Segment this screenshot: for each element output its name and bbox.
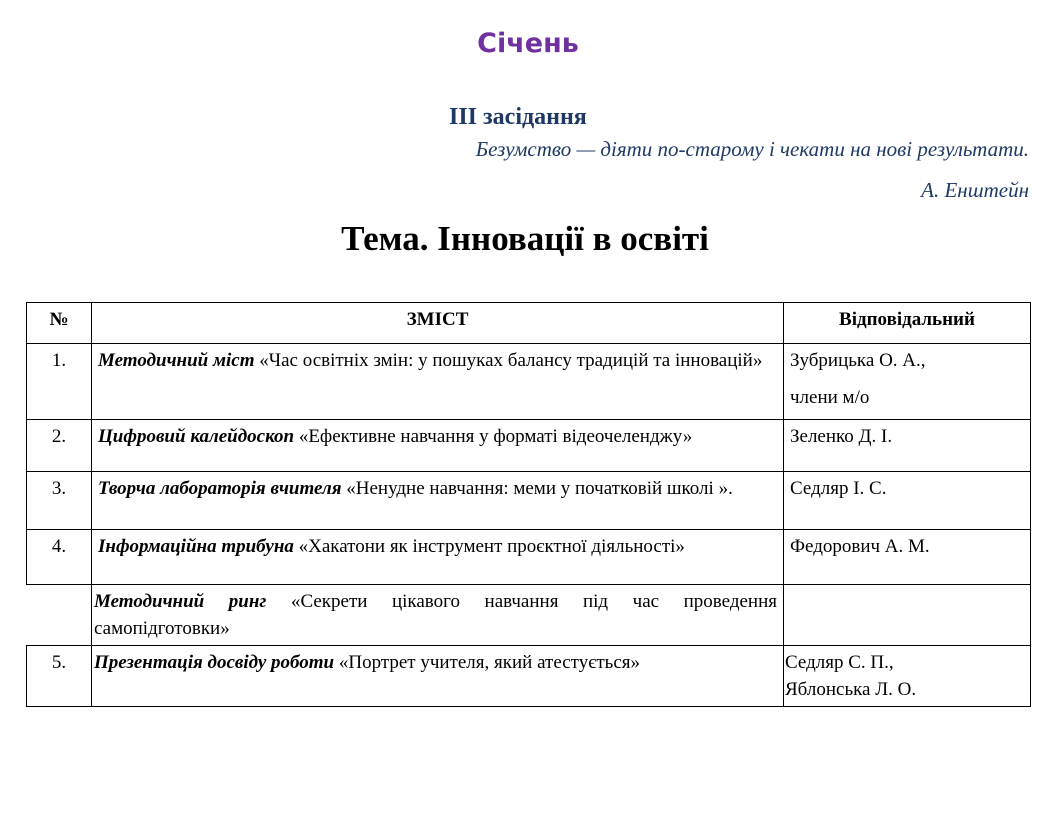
table-row [27, 646, 1031, 707]
table-row [27, 420, 1031, 472]
responsible-person: члени м/о [790, 387, 870, 408]
activity-title: «Час освітніх змін: у пошуках балансу традицій та інновацій» [254, 350, 763, 371]
epigraph-quote: Безумство — діяти по-старому і чекати на нові результати. [475, 137, 1029, 161]
table-header-row [27, 303, 1031, 344]
column-header-responsible: Відповідальний [784, 303, 1031, 344]
table-row [27, 344, 1031, 420]
column-header-content: ЗМІСТ [92, 303, 784, 344]
activity-title: «Портрет учителя, який атестується» [334, 652, 641, 673]
meeting-plan-table [26, 302, 1031, 707]
row-content [92, 646, 784, 707]
topic-title: Тема. Інновації в освіті [341, 219, 709, 258]
responsible-person: Яблонська Л. О. [785, 679, 917, 700]
activity-kind: Інформаційна трибуна [98, 536, 294, 557]
activity-kind: Презентація досвіду роботи [94, 652, 335, 673]
responsible-person: Седляр І. С. [790, 478, 887, 499]
responsible-person: Седляр С. П., [785, 652, 894, 673]
column-header-number: № [27, 303, 92, 344]
table-row [27, 530, 1031, 585]
activity-title: «Хакатони як інструмент проєктної діяльності» [293, 536, 685, 557]
row-content [92, 585, 784, 646]
responsible-person: Федорович А. М. [790, 536, 930, 557]
row-responsible [784, 344, 1031, 420]
responsible-person: Зубрицька О. А., [790, 350, 926, 371]
activity-title: «Ненудне навчання: меми у початковій школі ». [341, 478, 733, 499]
row-responsible [784, 472, 1031, 530]
activity-kind: Методичний ринг [94, 591, 267, 612]
activity-title: «Секрети цікавого навчання під час проведення самопідготовки» [94, 591, 777, 639]
row-number: 5. [27, 646, 92, 707]
row-number: 2. [27, 420, 92, 472]
row-responsible [784, 585, 1031, 646]
row-number: 3. [27, 472, 92, 530]
row-responsible [784, 530, 1031, 585]
activity-title: «Ефективне навчання у форматі відеочеленджу» [294, 426, 693, 447]
month-title: Січень [477, 28, 579, 59]
row-responsible [784, 420, 1031, 472]
row-content [92, 472, 784, 530]
activity-kind: Методичний міст [98, 350, 255, 371]
epigraph-author: А. Енштейн [921, 178, 1029, 202]
row-number [27, 585, 92, 646]
table-row [27, 585, 1031, 646]
row-content [92, 344, 784, 420]
activity-kind: Цифровий калейдоскоп [98, 426, 295, 447]
row-content [92, 420, 784, 472]
row-number: 4. [27, 530, 92, 585]
session-heading: ІІІ засідання [449, 104, 587, 130]
responsible-person: Зеленко Д. І. [790, 426, 893, 447]
row-number: 1. [27, 344, 92, 420]
table-row [27, 472, 1031, 530]
activity-kind: Творча лабораторія вчителя [98, 478, 342, 499]
row-responsible [784, 646, 1031, 707]
row-content [92, 530, 784, 585]
